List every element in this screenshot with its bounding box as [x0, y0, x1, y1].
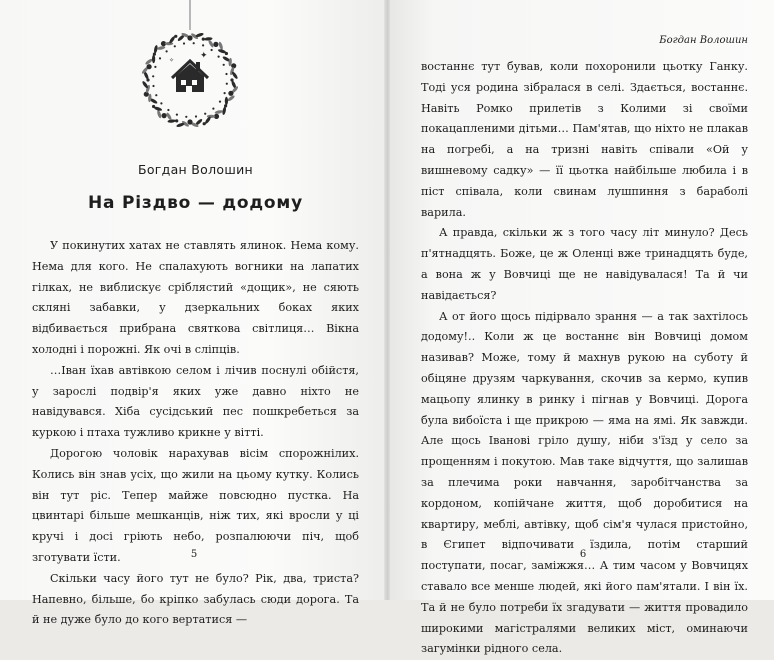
right-body-text	[421, 57, 748, 660]
svg-text:✧: ✧	[169, 57, 175, 64]
paragraph: Скільки часу його тут не було? Рік, два, триста? Напевно, більше, бо кріпко забулась сюди дорога. Та й не дуже було до кого вертатися —	[32, 571, 359, 627]
page-number-left: 5	[190, 549, 198, 560]
paragraph: …Іван їхав автівкою селом і лічив поснулі обійстя, у зарослі подвір'я яких уже давно ніхто не навідувався. Хіба сусідський пес пошкребеться за куркою і птаха тужливо крикне у вітті.	[32, 363, 359, 440]
left-body-text	[32, 236, 359, 631]
story-title: На Різдво — додому	[88, 193, 303, 213]
house-icon	[172, 61, 208, 92]
paragraph: У покинутих хатах не ставлять ялинок. Нема кому. Нема для кого. Не спалахують вогники на лапатих гілках, не виблискує сріблястий «дощик», не сяють скляні забавки, у дзеркальних боках яких відбивається прибрана святкова світлиця… Вікна холодні і порожні. Як очі в сліпців.	[32, 239, 359, 356]
running-head: Богдан Волошин	[659, 35, 748, 46]
paragraph: Дорогою чоловік нарахував вісім спорожнілих. Колись він знав усіх, що жили на цьому кутку. Колись він тут ріс. Тепер майже повсюдно пустка. На цвинтарі більше мешканців, ніж тих, які вросли у ці кручі і досі гріють небо, розпалюючи піч, щоб зготувати їсти.	[32, 446, 359, 564]
paragraph: А правда, скільки ж з того часу літ минуло? Десь п'ятнадцять. Боже, це ж Оленці вже тринадцять буде, а вона ж у Вовчиці ще не навідувалася! Та й чи навідається?	[421, 226, 748, 302]
page-number-right: 6	[579, 549, 587, 560]
story-author: Богдан Волошин	[137, 162, 254, 177]
christmas-wreath-with-house-icon	[126, 0, 254, 138]
paragraph: А от його щось підірвало зрання — а так захтілось додому!.. Коли ж це востаннє він Вовчиці домом називав? Може, тому й махнув рукою на суботу й обіцяне друзям чаркування, скочив за кермо, купив мацьопу ялинку в ринку і пігнав у Вовчиці. Дорога була вибоїста і ще прикрою — яма на ямі. Як завжди. Але щось Іванові гріло душу, ніби з'їзд у село за прощенням і покутою. Мав таке відчуття, що залишав за плечима роки навчання, заробітчанства за кордоном, копійчане життя, щоб доробитися на квартиру, меблі, автівку, щоб сім'я чулася пристойно, в Єгипет відпочивати їздила, потім старший поступати, посаг, заміжжя… А тим часом у Вовчицях ставало все менше людей, які його пам'ятали. І він їх. Та й не було потреби їх згадувати — життя провадило широкими магістралями великих міст, оминаючи загумінки рідного села.	[421, 309, 748, 656]
book-gutter	[384, 0, 390, 600]
paragraph: востаннє тут бував, коли похоронили цьотку Ганку. Тоді уся родина зібралася в селі. Здається, востаннє. Навіть Ромко прилетів з Колими зі своїми покацапленими дітьми… Пам'ятав, що ніхто не плакав на погребі, а на тризні навіть співали «Ой у вишневому садку» — її цьотка найбільше любила і в піст співала, коли свинам лушпиння з бараболі варила.	[421, 60, 748, 219]
svg-text:✦: ✦	[200, 51, 208, 61]
